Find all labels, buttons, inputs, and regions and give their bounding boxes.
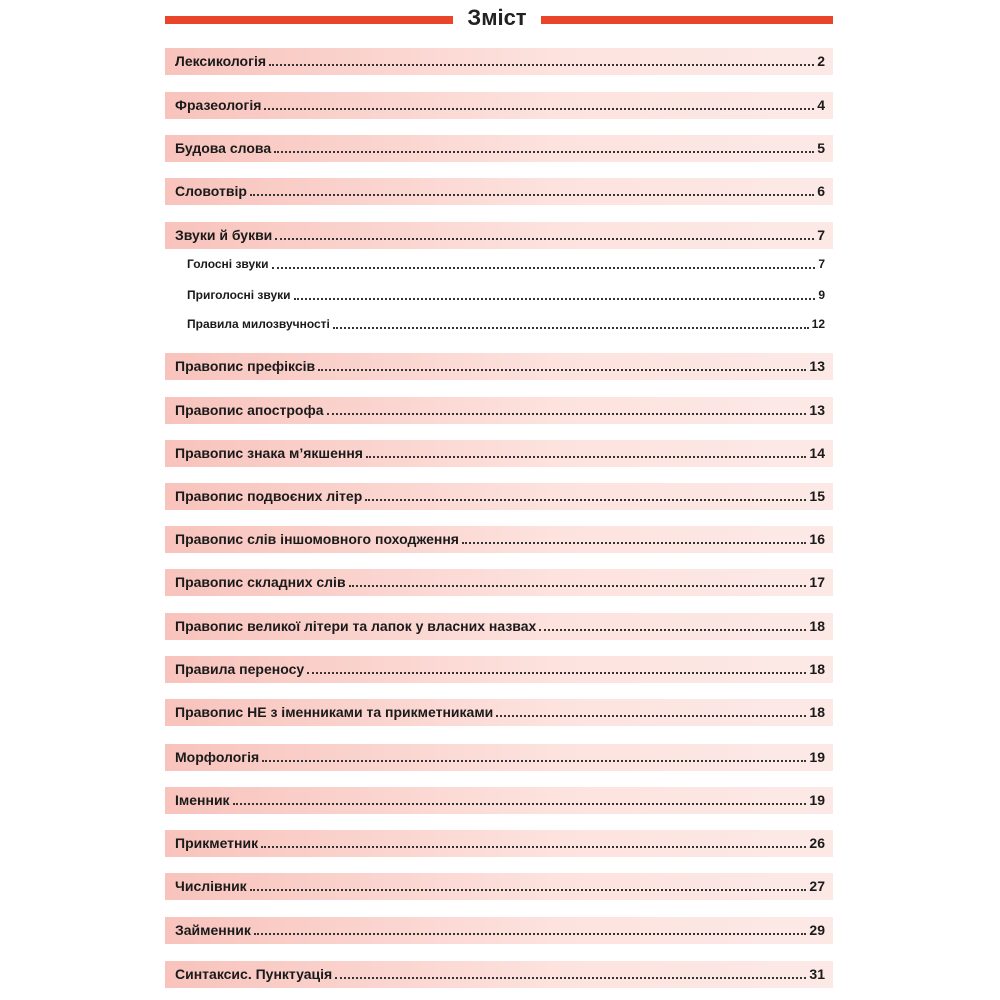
toc-entry-word-structure[interactable] [165,135,833,162]
dot-leader [307,672,806,674]
dot-leader [365,499,806,501]
toc-entry-page: 14 [809,445,825,461]
toc-entry-soft-sign[interactable] [165,440,833,467]
toc-entry-label: Іменник [175,792,230,808]
toc-entry-page: 16 [809,531,825,547]
toc-entry-label: Правила переносу [175,661,305,677]
toc-entry-page: 5 [817,140,825,156]
toc-entry-label: Правопис великої літери та лапок у власних назвах [175,618,537,634]
toc-entry-page: 19 [809,792,825,808]
toc-entry-numeral[interactable] [165,873,833,900]
dot-leader [274,151,814,153]
dot-leader [250,194,814,196]
toc-entry-page: 18 [809,618,825,634]
toc-entry-compound-words[interactable] [165,569,833,596]
toc-entry-label: Морфологія [175,749,260,765]
toc-entry-label: Лексикологія [175,53,266,69]
toc-entry-page: 9 [818,288,825,302]
toc-entry-label: Правопис знака м’якшення [175,445,363,461]
dot-leader [496,715,806,717]
toc-entry-page: 27 [809,878,825,894]
toc-entry-page: 18 [809,661,825,677]
toc-entry-label: Фразеологія [175,97,262,113]
toc-subentry-vowels[interactable] [165,254,833,276]
toc-entry-page: 31 [809,966,825,982]
dot-leader [264,108,814,110]
toc-entry-label: Числівник [175,878,247,894]
toc-entry-label: Звуки й букви [175,227,273,243]
toc-entry-label: Правопис префіксів [175,358,316,374]
toc-entry-page: 7 [818,257,825,271]
toc-entry-prefixes[interactable] [165,353,833,380]
dot-leader [366,456,806,458]
toc-entry-page: 12 [811,317,825,331]
toc-entry-apostrophe[interactable] [165,397,833,424]
page-title: Зміст [467,5,527,30]
dot-leader [349,585,807,587]
toc-entry-foreign-words[interactable] [165,526,833,553]
dot-leader [294,298,816,300]
toc-entry-morphology[interactable] [165,744,833,771]
toc-entry-syntax-punctuation[interactable] [165,961,833,988]
toc-entry-page: 19 [809,749,825,765]
toc-entry-label: Словотвір [175,183,247,199]
toc-entry-page: 2 [817,53,825,69]
toc-entry-label: Правопис НЕ з іменниками та прикметниками [175,704,494,720]
toc-entry-page: 6 [817,183,825,199]
toc-entry-label: Правопис слів іншомовного походження [175,531,459,547]
toc-entry-ne-particle[interactable] [165,699,833,726]
toc-entry-page: 4 [817,97,825,113]
dot-leader [250,889,807,891]
toc-entry-label: Правила милозвучності [187,317,330,331]
toc-entry-page: 7 [817,227,825,243]
dot-leader [318,369,806,371]
dot-leader [269,64,814,66]
toc-entry-label: Займенник [175,922,251,938]
dot-leader [233,803,807,805]
dot-leader [261,846,806,848]
dot-leader [272,267,816,269]
toc-entry-page: 13 [809,358,825,374]
toc-entry-label: Приголосні звуки [187,288,291,302]
toc-entry-double-letters[interactable] [165,483,833,510]
toc-entry-page: 17 [809,574,825,590]
toc-entry-page: 15 [809,488,825,504]
dot-leader [335,977,806,979]
toc-entry-adjective[interactable] [165,830,833,857]
toc-entry-noun[interactable] [165,787,833,814]
toc-entry-word-formation[interactable] [165,178,833,205]
dot-leader [333,327,809,329]
toc-entry-label: Правопис апострофа [175,402,324,418]
toc-entry-label: Правопис складних слів [175,574,346,590]
toc-entry-label: Правопис подвоєних літер [175,488,363,504]
toc-entry-hyphenation[interactable] [165,656,833,683]
dot-leader [254,933,807,935]
toc-subentry-euphony[interactable] [165,314,833,336]
toc-entry-phraseology[interactable] [165,92,833,119]
toc-entry-pronoun[interactable] [165,917,833,944]
toc-entry-capitalization[interactable] [165,613,833,640]
toc-entry-label: Голосні звуки [187,257,269,271]
dot-leader [275,238,814,240]
toc-entry-page: 26 [809,835,825,851]
toc-entry-page: 29 [809,922,825,938]
toc-entry-sounds-letters[interactable] [165,222,833,249]
dot-leader [327,413,807,415]
toc-entry-lexicology[interactable] [165,48,833,75]
dot-leader [539,629,806,631]
toc-entry-label: Синтаксис. Пунктуація [175,966,333,982]
dot-leader [262,760,806,762]
toc-subentry-consonants[interactable] [165,285,833,307]
toc-entry-page: 13 [809,402,825,418]
toc-entry-label: Прикметник [175,835,259,851]
toc-entry-label: Будова слова [175,140,272,156]
dot-leader [462,542,806,544]
toc-entry-page: 18 [809,704,825,720]
